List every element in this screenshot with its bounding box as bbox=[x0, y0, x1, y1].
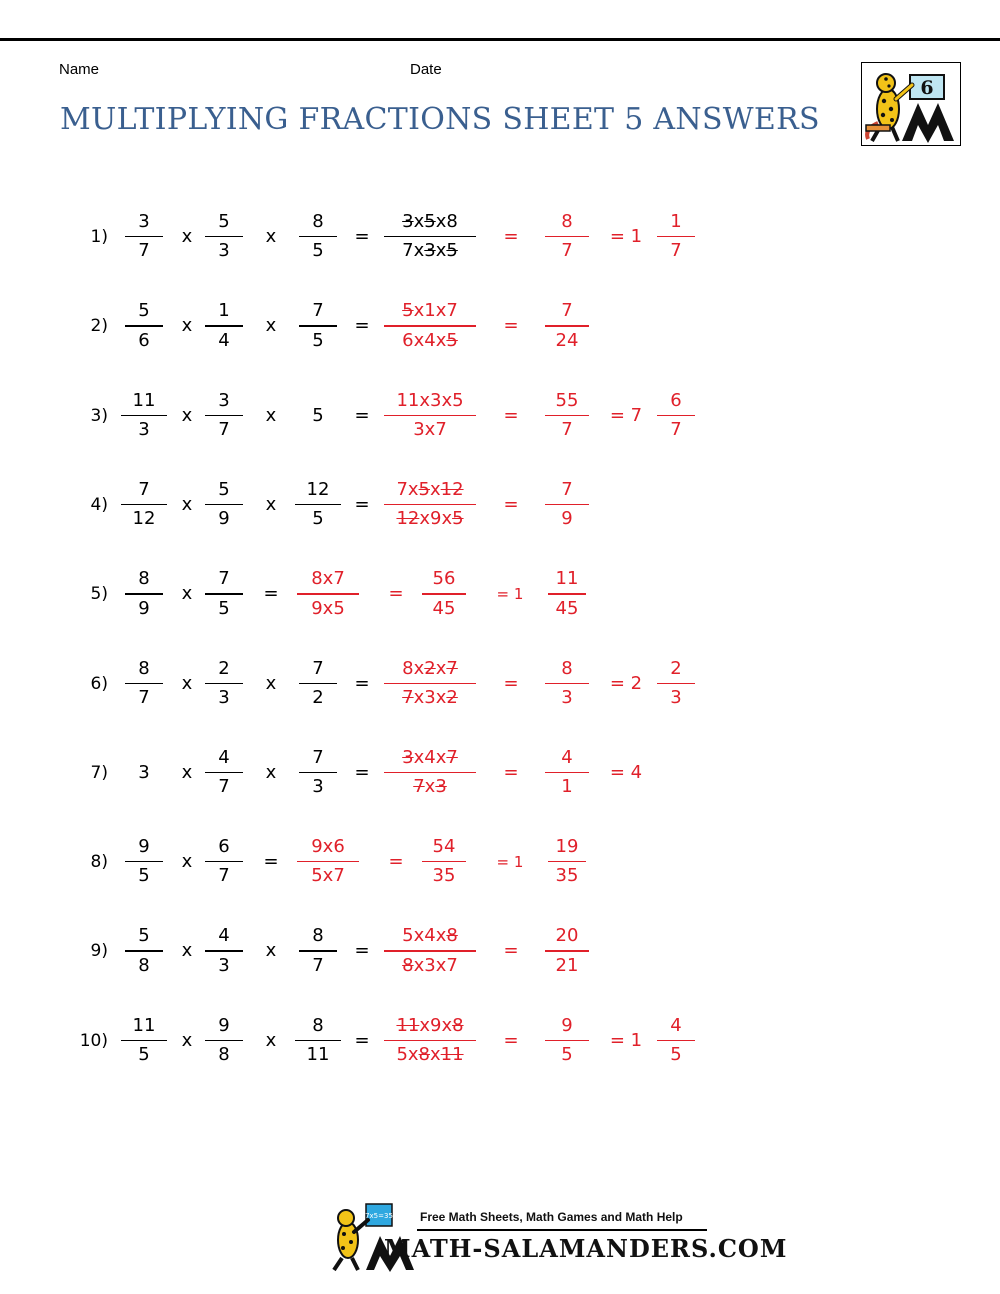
denominator: 7 bbox=[218, 776, 230, 798]
denominator: 7 bbox=[138, 240, 150, 262]
factor-text: x3x bbox=[413, 686, 447, 708]
numerator: 5 bbox=[138, 925, 150, 947]
times-sign: x bbox=[181, 761, 193, 783]
denominator: 9 bbox=[561, 508, 573, 530]
denominator: 7 bbox=[670, 418, 682, 440]
fraction-bar bbox=[422, 861, 466, 862]
fraction-bar bbox=[545, 325, 589, 326]
numerator: 6 bbox=[218, 836, 230, 858]
equals-sign: = bbox=[388, 851, 404, 873]
times-sign: x bbox=[265, 315, 277, 337]
numerator: 8 bbox=[561, 211, 573, 232]
denominator: 5 bbox=[138, 1044, 150, 1066]
denominator: 12 bbox=[132, 508, 156, 530]
cancelled-factor: 5 bbox=[452, 508, 464, 530]
factor-text: 3x7 bbox=[413, 418, 447, 440]
fraction-bar bbox=[657, 236, 695, 237]
cancelled-factor: 7 bbox=[402, 686, 414, 708]
logo-badge: 6 bbox=[920, 77, 934, 99]
factor-text: 8x7 bbox=[311, 568, 345, 590]
fraction-bar bbox=[545, 415, 589, 416]
cancelled-factor: 7 bbox=[446, 746, 458, 768]
times-sign: x bbox=[181, 672, 193, 694]
mixed-whole: = 7 bbox=[609, 404, 643, 426]
cancelled-factor: 11 bbox=[396, 1014, 420, 1036]
numerator: 3 bbox=[218, 389, 230, 411]
cancelled-factor: 7 bbox=[413, 776, 425, 798]
numerator: 8 bbox=[312, 1014, 324, 1036]
factor-text: x bbox=[430, 1044, 441, 1066]
equals-sign: = bbox=[503, 226, 519, 247]
numerator: 1 bbox=[670, 211, 682, 232]
numerator: 7 bbox=[218, 568, 230, 590]
denominator: 1 bbox=[561, 776, 573, 798]
cancelled-factor: 3 bbox=[424, 240, 436, 262]
equals-sign: = bbox=[354, 404, 370, 426]
mixed-fraction bbox=[522, 567, 612, 620]
fraction-bar bbox=[545, 504, 589, 505]
fraction-bar bbox=[657, 683, 695, 684]
cancelled-factor: 8 bbox=[452, 1014, 464, 1036]
name-label: Name bbox=[59, 61, 100, 78]
cancelled-factor: 8 bbox=[418, 1044, 430, 1066]
mixed-whole: = 1 bbox=[496, 853, 524, 872]
denominator: 5 bbox=[670, 1044, 682, 1066]
fraction-bar bbox=[545, 772, 589, 773]
times-sign: x bbox=[181, 1029, 193, 1051]
denominator: 21 bbox=[555, 954, 579, 976]
numerator: 6 bbox=[670, 389, 682, 411]
cancelled-factor: 8 bbox=[446, 925, 458, 947]
factor-text: x bbox=[413, 211, 425, 232]
numerator: 7 bbox=[312, 300, 324, 322]
equals-sign: = bbox=[354, 761, 370, 783]
page-title: MULTIPLYING FRACTIONS SHEET 5 ANSWERS bbox=[60, 102, 820, 137]
whole-number: 5 bbox=[312, 404, 324, 426]
factor-text: x bbox=[424, 776, 436, 798]
numerator: 7 bbox=[312, 657, 324, 679]
denominator: 7 bbox=[561, 240, 573, 262]
equals-sign: = bbox=[354, 940, 370, 962]
mixed-whole: = 2 bbox=[609, 672, 643, 694]
denominator: 2 bbox=[312, 686, 324, 708]
problem-number: 10) bbox=[79, 1030, 108, 1051]
cancelled-factor: 5 bbox=[424, 211, 436, 232]
numerator: 20 bbox=[555, 925, 579, 947]
mixed-whole: = 1 bbox=[609, 226, 643, 247]
problem-number: 3) bbox=[90, 405, 108, 426]
equals-sign: = bbox=[503, 493, 519, 515]
factor-text: 9x6 bbox=[311, 836, 345, 858]
factor-text: 6x4x bbox=[402, 329, 447, 351]
equals-sign: = bbox=[503, 761, 519, 783]
problem-number: 8) bbox=[90, 852, 108, 873]
cancelled-factor: 5 bbox=[446, 329, 458, 351]
numerator: 8 bbox=[312, 925, 324, 947]
cancelled-factor: 2 bbox=[446, 686, 458, 708]
fraction-bar bbox=[297, 593, 359, 594]
problem-number: 9) bbox=[90, 941, 108, 962]
times-sign: x bbox=[265, 761, 277, 783]
numerator: 9 bbox=[218, 1014, 230, 1036]
numerator: 2 bbox=[218, 657, 230, 679]
factor-text: x3x7 bbox=[413, 954, 458, 976]
denominator: 3 bbox=[218, 240, 230, 262]
denominator: 35 bbox=[555, 865, 579, 887]
fraction-bar bbox=[545, 236, 589, 237]
denominator: 3 bbox=[312, 776, 324, 798]
numerator: 8 bbox=[138, 657, 150, 679]
fraction-bar bbox=[422, 593, 466, 594]
fraction-bar bbox=[657, 1040, 695, 1041]
numerator: 11 bbox=[132, 389, 156, 411]
denominator: 5 bbox=[561, 1044, 573, 1066]
factor-text: x1x7 bbox=[413, 300, 458, 322]
factor-text: 5x4x bbox=[402, 925, 447, 947]
factor-text: 11x3x5 bbox=[396, 389, 464, 411]
fraction-bar bbox=[548, 593, 586, 594]
numerator: 11 bbox=[555, 568, 579, 590]
mixed-fraction bbox=[631, 210, 721, 263]
numerator: 4 bbox=[670, 1014, 682, 1036]
times-sign: x bbox=[181, 851, 193, 873]
times-sign: x bbox=[265, 1029, 277, 1051]
denominator: 3 bbox=[218, 954, 230, 976]
times-sign: x bbox=[181, 583, 193, 605]
fraction-bar bbox=[545, 1040, 589, 1041]
mixed-whole: = 1 bbox=[609, 1029, 643, 1051]
cancelled-factor: 3 bbox=[435, 776, 447, 798]
fraction-bar bbox=[545, 683, 589, 684]
date-label: Date bbox=[410, 61, 442, 78]
factor-text: x4x bbox=[413, 746, 447, 768]
numerator: 55 bbox=[555, 389, 579, 411]
factor-text: 9x5 bbox=[311, 597, 345, 619]
problem-number: 6) bbox=[90, 673, 108, 694]
cancelled-factor: 12 bbox=[440, 478, 464, 500]
numerator: 9 bbox=[561, 1014, 573, 1036]
denominator: 7 bbox=[218, 865, 230, 887]
factor-text: x9x bbox=[419, 508, 453, 530]
denominator: 45 bbox=[555, 597, 579, 619]
footer-banner bbox=[322, 1202, 788, 1272]
denominator: 35 bbox=[432, 865, 456, 887]
times-sign: x bbox=[181, 493, 193, 515]
numerator: 4 bbox=[218, 925, 230, 947]
numerator: 5 bbox=[138, 300, 150, 322]
mixed-fraction bbox=[631, 389, 721, 442]
denominator: 6 bbox=[138, 329, 150, 351]
numerator: 19 bbox=[555, 836, 579, 858]
factor-text: 8x bbox=[402, 657, 425, 679]
numerator: 7 bbox=[138, 478, 150, 500]
equals-sign: = bbox=[503, 940, 519, 962]
times-sign: x bbox=[181, 940, 193, 962]
times-sign: x bbox=[265, 404, 277, 426]
denominator: 7 bbox=[218, 418, 230, 440]
equals-sign: = bbox=[503, 1029, 519, 1051]
fraction-bar bbox=[384, 236, 476, 237]
equals-sign: = bbox=[503, 404, 519, 426]
cancelled-factor: 5 bbox=[418, 478, 430, 500]
numerator: 11 bbox=[132, 1014, 156, 1036]
footer-tagline: Free Math Sheets, Math Games and Math Help bbox=[420, 1210, 683, 1224]
equals-sign: = bbox=[503, 672, 519, 694]
denominator: 5 bbox=[312, 508, 324, 530]
equals-sign: = bbox=[263, 583, 279, 605]
factor-text: 7x bbox=[396, 478, 419, 500]
cancelled-factor: 11 bbox=[440, 1044, 464, 1066]
denominator: 5 bbox=[218, 597, 230, 619]
equals-sign: = bbox=[503, 315, 519, 337]
denominator: 9 bbox=[218, 508, 230, 530]
equals-sign: = bbox=[388, 583, 404, 605]
numerator: 12 bbox=[306, 478, 330, 500]
cancelled-factor: 3 bbox=[402, 746, 414, 768]
numerator: 4 bbox=[561, 746, 573, 768]
times-sign: x bbox=[265, 493, 277, 515]
denominator: 24 bbox=[555, 329, 579, 351]
denominator: 3 bbox=[218, 686, 230, 708]
fraction-bar bbox=[384, 683, 476, 684]
fraction-bar bbox=[384, 415, 476, 416]
denominator: 5 bbox=[138, 865, 150, 887]
times-sign: x bbox=[181, 226, 193, 247]
fraction-bar bbox=[384, 950, 476, 951]
denominator: 8 bbox=[138, 954, 150, 976]
numerator: 3 bbox=[138, 211, 150, 232]
times-sign: x bbox=[265, 672, 277, 694]
simplified-fraction bbox=[522, 924, 612, 977]
denominator: 5 bbox=[312, 240, 324, 262]
times-sign: x bbox=[265, 226, 277, 247]
numerator: 8 bbox=[561, 657, 573, 679]
footer-site-link[interactable]: MATH-SALAMANDERS.COM bbox=[384, 1234, 788, 1263]
problem-number: 4) bbox=[90, 494, 108, 515]
cancelled-factor: 12 bbox=[396, 508, 420, 530]
fraction-bar bbox=[384, 325, 476, 326]
simplified-fraction bbox=[522, 299, 612, 352]
cancelled-factor: 7 bbox=[446, 657, 458, 679]
denominator: 4 bbox=[218, 329, 230, 351]
times-sign: x bbox=[181, 404, 193, 426]
fraction-bar bbox=[384, 772, 476, 773]
whole-number: 3 bbox=[138, 761, 150, 783]
times-sign: x bbox=[265, 940, 277, 962]
fraction-bar bbox=[384, 504, 476, 505]
denominator: 9 bbox=[138, 597, 150, 619]
factor-text: 5x bbox=[396, 1044, 419, 1066]
denominator: 7 bbox=[561, 418, 573, 440]
denominator: 7 bbox=[670, 240, 682, 262]
factor-text: 7x bbox=[402, 240, 425, 262]
mixed-fraction bbox=[631, 657, 721, 710]
factor-text: x9x bbox=[419, 1014, 453, 1036]
footer-rule bbox=[417, 1229, 707, 1231]
numerator: 9 bbox=[138, 836, 150, 858]
problem-number: 2) bbox=[90, 316, 108, 337]
cancelled-factor: 3 bbox=[402, 211, 414, 232]
numerator: 8 bbox=[312, 211, 324, 232]
mixed-fraction bbox=[522, 835, 612, 888]
denominator: 11 bbox=[306, 1044, 330, 1066]
problem-number: 7) bbox=[90, 762, 108, 783]
numerator: 4 bbox=[218, 746, 230, 768]
simplified-fraction bbox=[522, 478, 612, 531]
factor-text: x8 bbox=[435, 211, 458, 232]
denominator: 3 bbox=[670, 686, 682, 708]
problem-number: 5) bbox=[90, 584, 108, 605]
equals-sign: = bbox=[354, 315, 370, 337]
cancelled-factor: 5 bbox=[402, 300, 414, 322]
times-sign: x bbox=[181, 315, 193, 337]
numerator: 1 bbox=[218, 300, 230, 322]
numerator: 8 bbox=[138, 568, 150, 590]
denominator: 7 bbox=[138, 686, 150, 708]
fraction-bar bbox=[297, 861, 359, 862]
numerator: 7 bbox=[561, 478, 573, 500]
factor-text: x bbox=[435, 240, 447, 262]
cancelled-factor: 8 bbox=[402, 954, 414, 976]
cancelled-factor: 5 bbox=[446, 240, 458, 262]
numerator: 54 bbox=[432, 836, 456, 858]
denominator: 45 bbox=[432, 597, 456, 619]
factor-text: 5x7 bbox=[311, 865, 345, 887]
problem-number: 1) bbox=[90, 227, 108, 247]
denominator: 3 bbox=[138, 418, 150, 440]
numerator: 2 bbox=[670, 657, 682, 679]
mixed-fraction bbox=[631, 1014, 721, 1067]
fraction-bar bbox=[545, 950, 589, 951]
equals-sign: = bbox=[263, 851, 279, 873]
fraction-bar bbox=[548, 861, 586, 862]
denominator: 3 bbox=[561, 686, 573, 708]
factor-text: x bbox=[430, 478, 441, 500]
mixed-whole: = 1 bbox=[496, 585, 524, 604]
factor-text: x bbox=[435, 657, 447, 679]
denominator: 7 bbox=[312, 954, 324, 976]
equals-sign: = bbox=[354, 672, 370, 694]
equals-sign: = bbox=[354, 226, 370, 247]
footer-badge: 7x5=35 bbox=[365, 1212, 393, 1220]
fraction-bar bbox=[384, 1040, 476, 1041]
denominator: 5 bbox=[312, 329, 324, 351]
equals-sign: = bbox=[354, 493, 370, 515]
numerator: 5 bbox=[218, 478, 230, 500]
equals-sign: = bbox=[354, 1029, 370, 1051]
numerator: 7 bbox=[561, 300, 573, 322]
fraction-bar bbox=[657, 415, 695, 416]
numerator: 56 bbox=[432, 568, 456, 590]
numerator: 7 bbox=[312, 746, 324, 768]
cancelled-factor: 2 bbox=[424, 657, 436, 679]
mixed-whole: = 4 bbox=[609, 761, 643, 783]
numerator: 5 bbox=[218, 211, 230, 232]
denominator: 8 bbox=[218, 1044, 230, 1066]
